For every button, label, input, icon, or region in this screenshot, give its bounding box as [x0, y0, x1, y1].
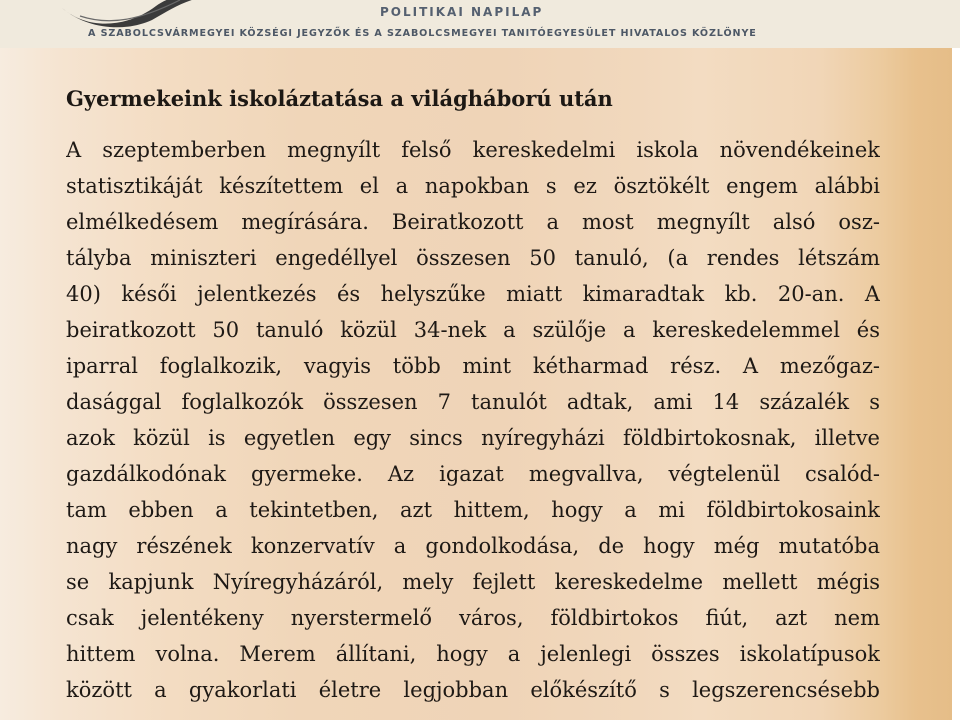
article-line: hittem volna. Merem állítani, hogy a jelenlegi összes iskolatípusok	[66, 642, 880, 666]
newspaper-subtitle: POLITIKAI NAPILAP	[380, 5, 544, 19]
article-line: között a gyakorlati életre legjobban előkészítő s legszerencsésebb	[66, 678, 880, 702]
article-line: elmélkedésem megírására. Beiratkozott a most megnyílt alsó osz-	[66, 210, 880, 234]
article-line: tam ebben a tekintetben, azt hittem, hogy a mi földbirtokosaink	[66, 498, 880, 522]
article-line: A szeptemberben megnyílt felső kereskedelmi iskola növendékeinek	[66, 138, 880, 162]
article-line: azok közül is egyetlen egy sincs nyíregyházi földbirtokosnak, illetve	[66, 426, 880, 450]
article-line: iparral foglalkozik, vagyis több mint kétharmad rész. A mezőgaz-	[66, 354, 880, 378]
article-line: gazdálkodónak gyermeke. Az igazat megvallva, végtelenül csalód-	[66, 462, 880, 486]
article-line: csak jelentékeny nyerstermelő város, földbirtokos fiút, azt nem	[66, 606, 880, 630]
article-line: 40) késői jelentkezés és helyszűke miatt kimaradtak kb. 20-an. A	[66, 282, 880, 306]
article-line: beiratkozott 50 tanuló közül 34-nek a szülője a kereskedelemmel és	[66, 318, 880, 342]
article-line: nagy részének konzervatív a gondolkodása, de hogy még mutatóba	[66, 534, 880, 558]
article-line: dasággal foglalkozók összesen 7 tanulót adtak, ami 14 százalék s	[66, 390, 880, 414]
article-title: Gyermekeink iskoláztatása a világháború után	[66, 86, 613, 111]
quill-flourish-icon	[60, 0, 210, 30]
article-line: se kapjunk Nyíregyházáról, mely fejlett kereskedelme mellett mégis	[66, 570, 880, 594]
newspaper-tagline: A SZABOLCSVÁRMEGYEI KÖZSÉGI JEGYZŐK ÉS A SZABOLCSMEGYEI TANITÓEGYESÜLET HIVATALOS KÖZLÖNYE	[88, 28, 757, 39]
newspaper-header	[0, 0, 960, 48]
article-page	[0, 48, 952, 720]
article-line: tályba miniszteri engedéllyel összesen 50 tanuló, (a rendes létszám	[66, 246, 880, 270]
article-line: statisztikáját készítettem el a napokban s ez ösztökélt engem alábbi	[66, 174, 880, 198]
